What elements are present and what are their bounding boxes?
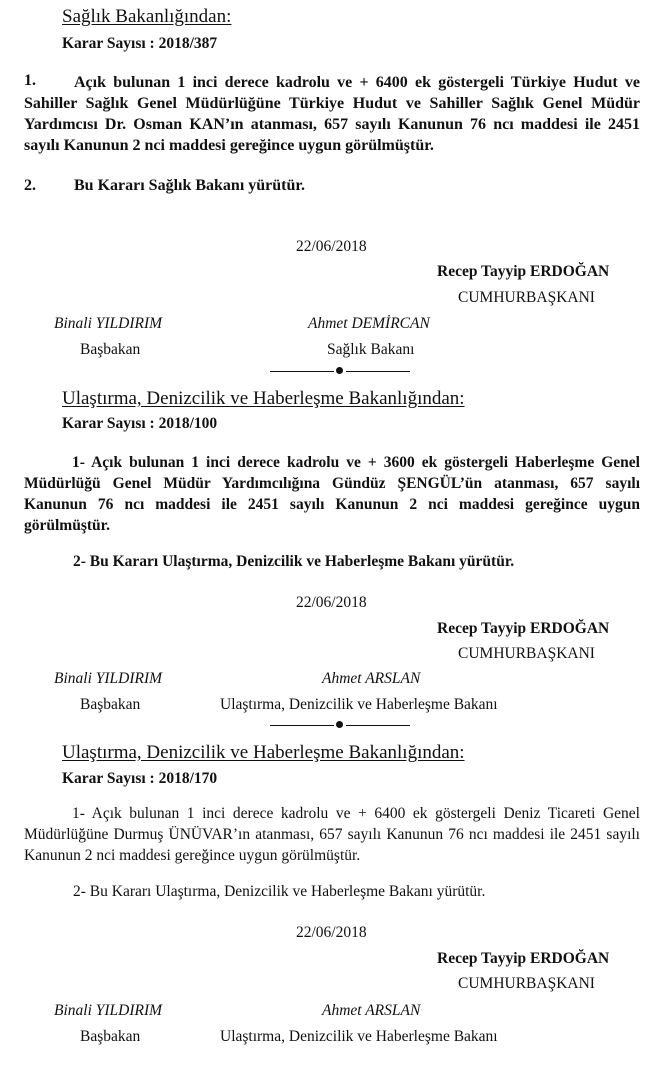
signatory-title: Başbakan: [80, 696, 141, 713]
section-separator: [270, 719, 410, 731]
president-title: CUMHURBAŞKANI: [458, 975, 595, 992]
item-2-text: 2- Bu Kararı Ulaştırma, Denizcilik ve Haberleşme Bakanı yürütür.: [73, 883, 486, 900]
signatory-name: Ahmet ARSLAN: [322, 670, 421, 687]
signatory-title: Ulaştırma, Denizcilik ve Haberleşme Bakanı: [220, 696, 498, 713]
item-1-text: 1- Açık bulunan 1 inci derece kadrolu ve + 6400 ek göstergeli Deniz Ticareti Genel Müdürlüğüne Durmuş ÜNÜVAR’ın atanması, 657 sayılı Kanunun 76 ncı maddesi ile 2451 sayılı Kanunun 2 nci maddesi gereğince uygun görülmüştür.: [24, 805, 640, 864]
signatory-name: Binali YILDIRIM: [54, 1002, 163, 1019]
president-name: Recep Tayyip ERDOĞAN: [437, 263, 610, 280]
signatory-name: Ahmet DEMİRCAN: [308, 315, 430, 332]
item-number: 2.: [24, 177, 36, 194]
signatory-title: Başbakan: [80, 1028, 141, 1045]
president-title: CUMHURBAŞKANI: [458, 645, 595, 662]
item-2-text: Bu Kararı Sağlık Bakanı yürütür.: [74, 177, 306, 194]
president-name: Recep Tayyip ERDOĞAN: [437, 620, 610, 637]
signatory-name: Ahmet ARSLAN: [322, 1002, 421, 1019]
karar-sayisi: Karar Sayısı : 2018/387: [62, 35, 218, 52]
signatory-title: Ulaştırma, Denizcilik ve Haberleşme Bakanı: [220, 1028, 498, 1045]
karar-sayisi: Karar Sayısı : 2018/170: [62, 770, 218, 787]
decision-date: 22/06/2018: [296, 924, 367, 941]
decision-date: 22/06/2018: [296, 238, 367, 255]
karar-sayisi: Karar Sayısı : 2018/100: [62, 415, 218, 432]
president-title: CUMHURBAŞKANI: [458, 289, 595, 306]
section-heading: Sağlık Bakanlığından:: [62, 6, 232, 27]
item-2-text: 2- Bu Kararı Ulaştırma, Denizcilik ve Haberleşme Bakanı yürütür.: [73, 553, 515, 570]
signatory-title: Sağlık Bakanı: [327, 341, 415, 358]
signatory-title: Başbakan: [80, 341, 141, 358]
president-name: Recep Tayyip ERDOĞAN: [437, 950, 610, 967]
item-1-text: 1- Açık bulunan 1 inci derece kadrolu ve + 3600 ek göstergeli Haberleşme Genel Müdürlüğü Genel Müdür Yardımcılığına Gündüz ŞENGÜL’ün atanması, 657 sayılı Kanunun 76 ncı maddesi ile 2451 sayılı Kanunun 2 nci maddesi gereğince uygun görülmüştür.: [24, 454, 640, 534]
section-separator: [270, 365, 410, 377]
decision-date: 22/06/2018: [296, 594, 367, 611]
signatory-name: Binali YILDIRIM: [54, 670, 163, 687]
section-heading: Ulaştırma, Denizcilik ve Haberleşme Bakanlığından:: [62, 742, 465, 763]
section-heading: Ulaştırma, Denizcilik ve Haberleşme Bakanlığından:: [62, 388, 465, 409]
item-1-text: Açık bulunan 1 inci derece kadrolu ve + 6400 ek göstergeli Türkiye Hudut ve Sahiller Sağlık Genel Müdürlüğüne Türkiye Hudut ve Sahiller Sağlık Genel Müdür Yardımcısı Dr. Osman KAN’ın atanması, 657 sayılı Kanunun 76 ncı maddesi ile 2451 sayılı Kanunun 2 nci maddesi gereğince uygun görülmüştür.: [24, 74, 640, 154]
item-number: 1.: [24, 72, 36, 89]
signatory-name: Binali YILDIRIM: [54, 315, 163, 332]
